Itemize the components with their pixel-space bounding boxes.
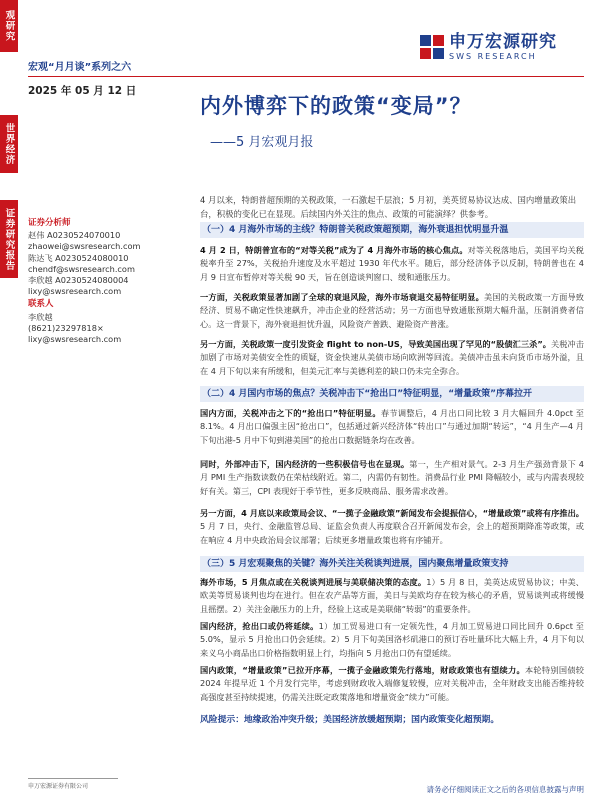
body-paragraph <box>200 291 584 331</box>
risk-text: 地缘政治冲突升级；美国经济放缓超预期；国内政策变化超预期。 <box>244 715 500 725</box>
logo <box>420 30 570 64</box>
para-lead: 国内政策，“增量政策”已拉开序幕，一揽子金融政策先行落地，财政政策也有望续力。 <box>200 665 525 675</box>
strip-label-report-type: 证券研究报告 <box>0 200 18 278</box>
header-divider <box>28 76 584 77</box>
report-title: 内外博弈下的政策“变局”？ <box>200 94 472 118</box>
body-paragraph <box>200 576 584 616</box>
para-text: 美国的关税政策一方面导致经济、贸易不确定性快速飙升，冲击企业的经营活动；另一方面也导致通胀预期大幅升温，压制消费者信心。这一背景下，海外衰退担忧升温，风险资产普跌、避险资产普涨。 <box>200 292 584 329</box>
para-text: 本轮特别国债较 2024 年提早近 1 个月发行完毕，考虑到财政收入端修复较慢，应对关税冲击，全年财政支出能否维持较高强度甚至持续提速，仍需关注既定政策落地和增量资金“续力”可能。 <box>200 665 584 702</box>
report-date: 2025 年 05 月 12 日 <box>28 85 137 97</box>
analyst-line: 赵伟 A0230524070010 <box>28 230 121 241</box>
analysts-heading: 证券分析师 <box>28 218 71 228</box>
logo-name-en: SWS RESEARCH <box>449 51 537 61</box>
intro-paragraph: 4 月以来，特朗普超预期的关税政策，一石激起千层浪；5 月初，美英贸易协议达成、国内增量政策出台，积极的变化已在显现。后续国内外关注的焦点、政策的可能演绎？供参考。 <box>200 195 577 219</box>
logo-icon <box>420 35 444 59</box>
analyst-email[interactable]: lixy@swsresearch.com <box>28 286 122 297</box>
report-series: 宏观“月月谈”系列之六 <box>28 62 132 73</box>
para-lead: 另一方面，4 月底以来政策局会议、“一揽子金融政策”新闻发布会提振信心，“增量政策”或将有序推出。 <box>200 508 584 518</box>
para-text: 1）加工贸易进口有一定领先性，4 月加工贸易进口同比回升 0.6pct 至 5.0%，显示 5 月抢出口仍会延续。2）5 月下旬美国洛杉矶港口的预订吞吐量环比大幅上升，4 月下旬以来义乌小商品出口价格指数明显上行，均指向 5 月抢出口仍有望延续。 <box>200 621 584 658</box>
body-paragraph <box>200 338 584 378</box>
analyst-email[interactable]: zhaowei@swsresearch.com <box>28 241 141 252</box>
body-paragraph <box>200 458 584 498</box>
strip-label-macro: 观研究 <box>0 0 18 52</box>
body-paragraph <box>200 664 584 704</box>
body-paragraph <box>200 407 584 447</box>
contacts-heading: 联系人 <box>28 299 54 310</box>
footer-company: 申万宏源证券有限公司 <box>28 778 118 790</box>
risk-warning <box>200 714 499 726</box>
body-paragraph <box>200 244 584 284</box>
para-lead: 一方面，关税政策显著加剧了全球的衰退风险，海外市场衰退交易特征明显。 <box>200 292 484 302</box>
para-lead: 4 月 2 日，特朗普宣布的“对等关税”成为了 4 月海外市场的核心焦点。 <box>200 245 468 255</box>
analyst-email[interactable]: chendf@swsresearch.com <box>28 263 135 274</box>
section-heading: （三）5 月宏观聚焦的关键？海外关注关税谈判进展，国内聚焦增量政策支持 <box>200 556 584 572</box>
analyst-line: 李欣越 A0230524080004 <box>28 275 129 286</box>
left-strip <box>0 0 18 800</box>
para-lead: 同时，外部冲击下，国内经济的一些积极信号也在显现。 <box>200 459 410 469</box>
para-text: 春节调整后，4 月出口同比较 3 月大幅回升 4.0pct 至 8.1%。4 月出口偏强主因“抢出口”，包括通过新兴经济体“转出口”与通过加期“转运”，“4 月生产—4 月下旬出港-5 月中下旬到港美国”的抢出口数据链条均在改善。 <box>200 408 584 445</box>
section-heading: （二）4 月国内市场的焦点？关税冲击下“抢出口”特征明显，“增量政策”序幕拉开 <box>200 386 584 402</box>
strip-label-world-economy: 世界经济 <box>0 115 18 173</box>
para-lead: 国内方面，关税冲击之下的“抢出口”特征明显。 <box>200 408 381 418</box>
para-text: 对等关税落地后，美国平均关税税率升至 27%，关税抬升速度及水平超过 1930 年代水平。随后，部分经济体予以反制，特朗普也在 4 月 9 日宣布暂停对等关税 90 天，旨在创造谈判窗口、缓和通胀压力。 <box>200 245 584 282</box>
para-text: 第一，生产相对景气。2-3 月生产强劲背景下 4 月 PMI 生产指数读数仍在荣枯线附近。第二，内需仍有韧性。消费品行业 PMI 降幅较小，或与内需表现较好有关。第三，CPI 表现好于季节性，更多反映商品、服务需求改善。 <box>200 459 584 496</box>
logo-name-cn: 申万宏源研究 <box>449 31 557 52</box>
body-paragraph <box>200 507 584 547</box>
section-heading: （一）4 月海外市场的主线？特朗普关税政策超预期，海外衰退担忧明显升温 <box>200 222 584 238</box>
body-paragraph <box>200 620 584 660</box>
para-lead: 另一方面，关税政策一度引发资金 flight to non-US，导致美国出现了罕见的“股债汇三杀”。 <box>200 339 552 349</box>
footer-disclaimer[interactable]: 请务必仔细阅读正文之后的各项信息披露与声明 <box>426 785 584 794</box>
para-text: 关税冲击加剧了市场对美债安全性的质疑，资金快速从美债市场向欧洲等回流。美债冲击虽未向货币市场外溢，且在 4 月下旬以来有所缓和，但美元汇率与美德利差的缺口仍未完全弥合。 <box>200 339 584 376</box>
contact-email[interactable]: lixy@swsresearch.com <box>28 334 122 345</box>
contact-phone: (8621)23297818× <box>28 322 104 333</box>
report-subtitle: ——5 月宏观月报 <box>210 135 314 150</box>
para-text: 1）5 月 8 日，美英达成贸易协议；中美、欧美等贸易谈判也均在进行。但在农产品等方面，美日与美欧均存在较为核心的矛盾，贸易谈判或将缓慢且摇摆。2）关注金融压力的上升，经验上这或是美联储“转弱”的重要条件。 <box>200 577 584 614</box>
para-lead: 海外市场，5 月焦点或在关税谈判进展与美联储决策的态度。 <box>200 577 427 587</box>
para-lead: 国内经济，抢出口或仍将延续。 <box>200 621 319 631</box>
risk-label: 风险提示： <box>200 715 244 725</box>
contact-name: 李欣越 <box>28 311 53 322</box>
analyst-line: 陈达飞 A0230524080010 <box>28 252 129 263</box>
analyst-sidebar <box>28 218 168 345</box>
para-text: 5 月 7 日，央行、金融监管总局、证监会负责人再度联合召开新闻发布会，会上的超预期降准等政策，或在响应 4 月中央政治局会议部署；后续更多增量政策也将有序铺开。 <box>200 521 584 545</box>
